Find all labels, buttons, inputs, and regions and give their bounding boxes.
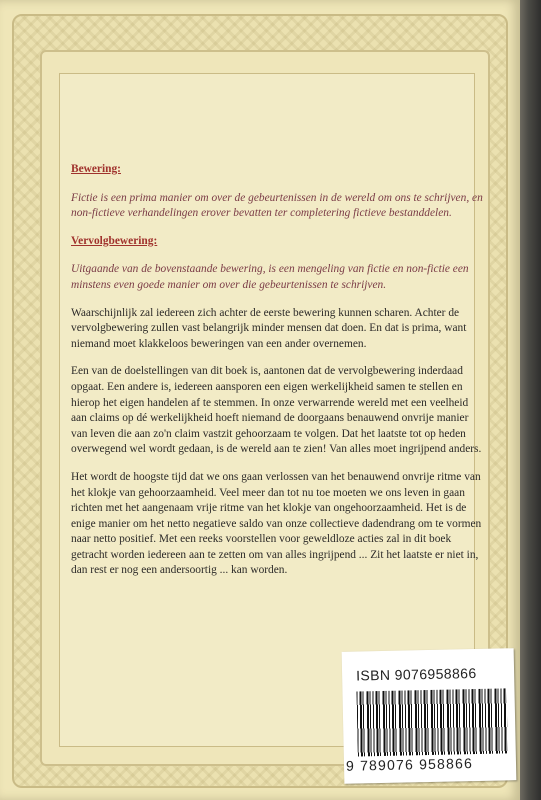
barcode-digits: 9 789076 958866 [345, 755, 474, 774]
isbn-label: ISBN 9076958866 [355, 664, 477, 684]
heading-bewering: Bewering: [71, 163, 121, 175]
statement-bewering: Fictie is een prima manier om over de gebeurtenissen in de wereld om ons te schrijven, en non-fictieve verhandelingen erover bevatten ter completering fictieve bestanddelen. [71, 191, 483, 220]
isbn-sticker [342, 648, 517, 784]
paragraph-1: Waarschijnlijk zal iedereen zich achter de eerste bewering kunnen scharen. Achter de vervolgbewering zullen vast belangrijk minder mensen dat doen. En dat is prima, want niemand moet klakkeloos beweringen van een ander overnemen. [71, 306, 467, 350]
statement-vervolgbewering: Uitgaande van de bovenstaande bewering, is een mengeling van fictie en non-fictie een minstens even goede manier om over die gebeurtenissen te schrijven. [71, 263, 469, 291]
paragraph-3: Het wordt de hoogste tijd dat we ons gaan verlossen van het benauwend onvrije ritme van het klokje van gehoorzaamheid. Veel meer dan tot nu toe moeten we ons leven in gaan richten met het aangenaam vrije ritme van het klokje van ongehoorzaamheid. Het is de enige manier om het netto negatieve saldo van onze collectieve dadendrang om te vormen naar netto positief. Met een reeks voorstellen voor geweldloze acties zal in dit boek getracht worden iedereen aan te zetten om van alles ingrijpend ... Zit het laatste er niet in, dan rest er nog een andersoortig ... kan worden. [71, 470, 482, 577]
back-cover-text [71, 162, 483, 591]
book-edge [520, 0, 541, 800]
barcode [356, 688, 507, 756]
paragraph-2: Een van de doelstellingen van dit boek is, aantonen dat de vervolgbewering inderdaad opgaat. Een andere is, iedereen aansporen een eigen werkelijkheid samen te stellen en hierop het eigen handelen af te stemmen. In onze verwarrende wereld met een veelheid aan claims op dé werkelijkheid hoeft niemand de doorgaans benauwend onvrije manier van leven die aan zo'n claim vastzit gehoorzaam te volgen. Dat het laatste tot op heden overwegend wel wordt gedaan, is de wereld aan te zien! Van alles moet ingrijpend anders. [71, 365, 482, 456]
heading-vervolgbewering: Vervolgbewering: [71, 234, 158, 247]
